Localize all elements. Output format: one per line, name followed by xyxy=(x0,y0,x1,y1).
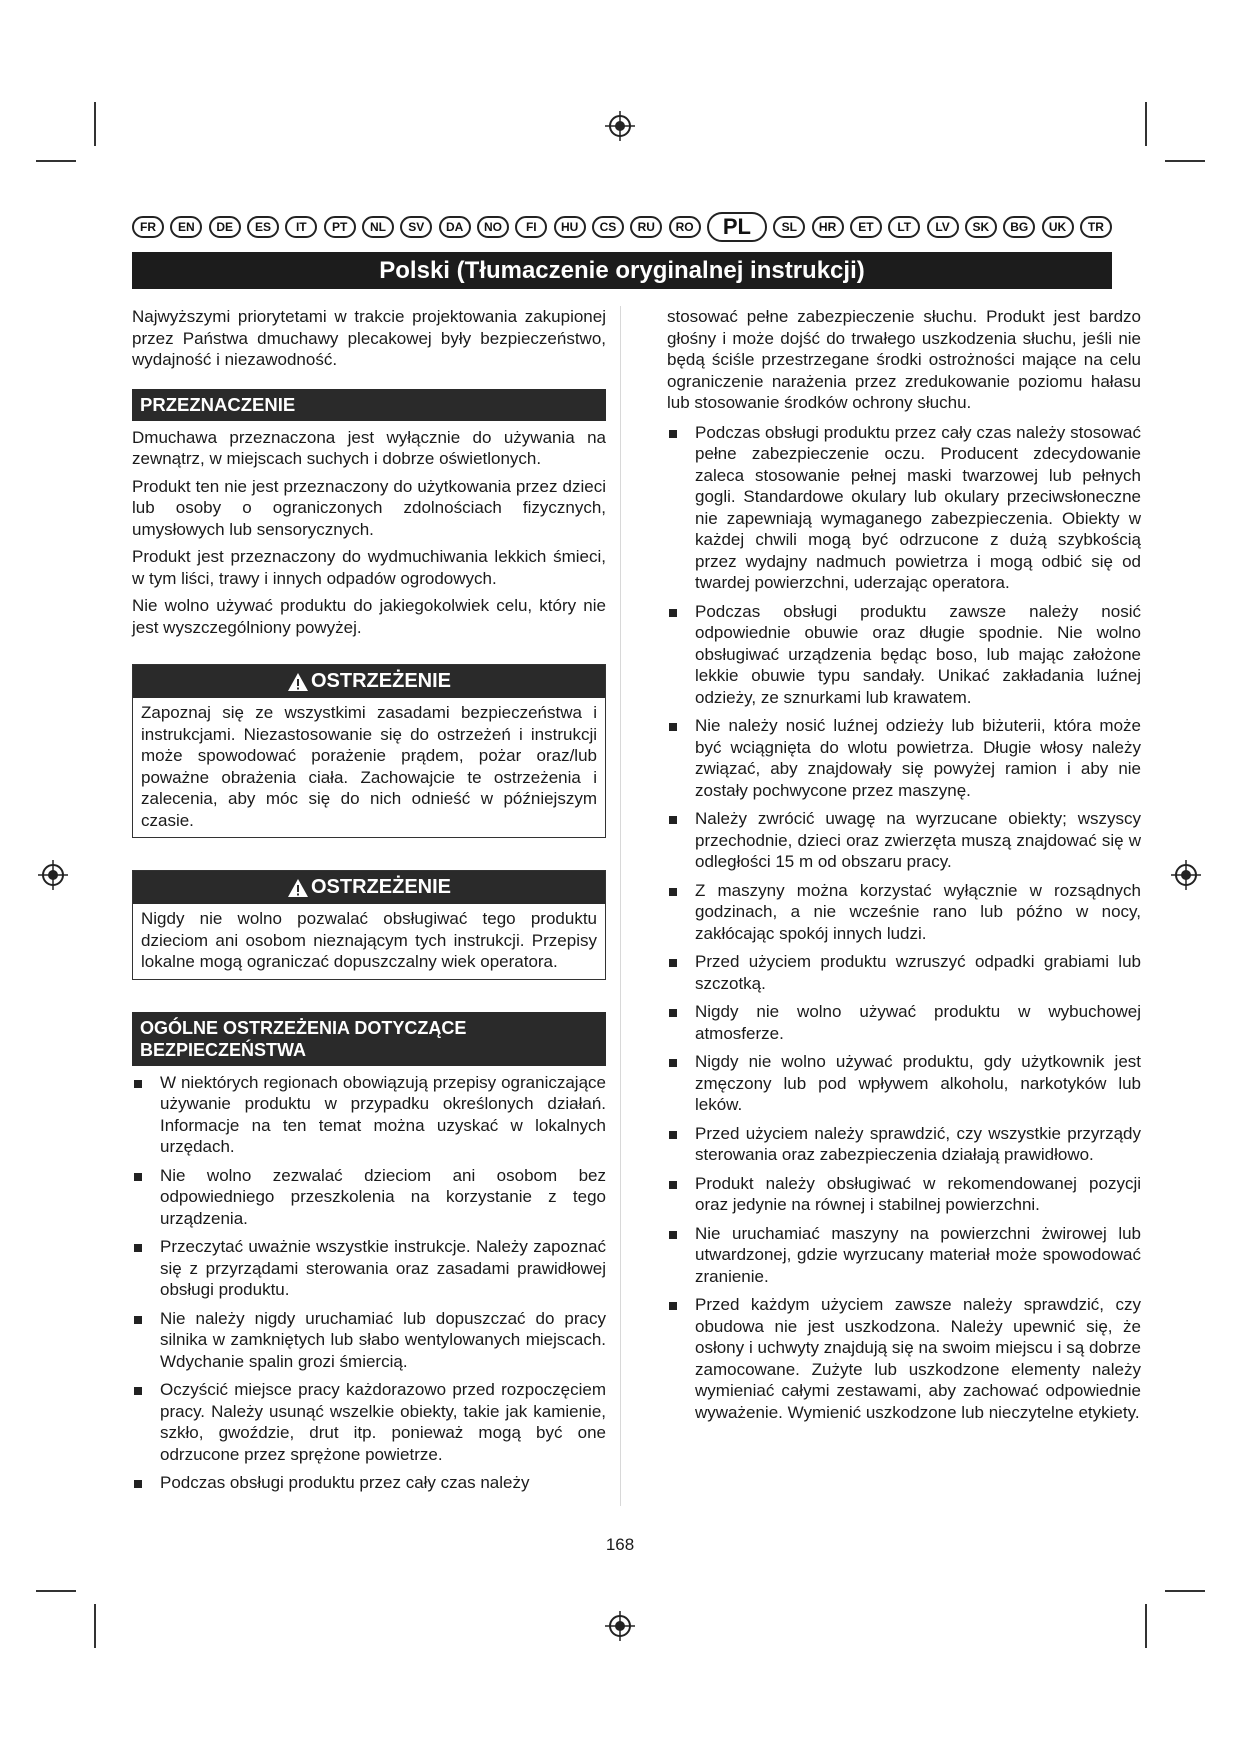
safety-list-item: Produkt należy obsługiwać w rekomendowanej pozycji oraz jedynie na równej i stabilnej powierzchni. xyxy=(667,1173,1141,1216)
safety-list-item: Należy zwrócić uwagę na wyrzucane obiekty; wszyscy przechodnie, dzieci oraz zwierzęta muszą znajdować się w odległości 15 m od obszaru pracy. xyxy=(667,808,1141,873)
safety-list-item: Nigdy nie wolno używać produktu, gdy użytkownik jest zmęczony lub pod wpływem alkoholu, narkotyków lub leków. xyxy=(667,1051,1141,1116)
language-badge-sv: SV xyxy=(400,216,432,238)
language-badge-sk: SK xyxy=(965,216,997,238)
language-badge-it: IT xyxy=(285,216,317,238)
language-badge-et: ET xyxy=(850,216,882,238)
crop-mark-bl-v xyxy=(94,1604,96,1648)
safety-list-item: Przed użyciem należy sprawdzić, czy wszystkie przyrządy sterowania oraz zabezpieczenia działają prawidłowo. xyxy=(667,1123,1141,1166)
section-heading-general-safety: OGÓLNE OSTRZEŻENIA DOTYCZĄCE BEZPIECZEŃSTWA xyxy=(132,1012,606,1066)
przeznaczenie-paragraph: Dmuchawa przeznaczona jest wyłącznie do używania na zewnątrz, w miejscach suchych i dobrze oświetlonych. xyxy=(132,427,606,468)
crop-mark-br-v xyxy=(1145,1604,1147,1648)
safety-list-item: Podczas obsługi produktu przez cały czas należy stosować pełne zabezpieczenie oczu. Producent zdecydowanie zaleca stosowanie pełnej maski twarzowej lub pełnych gogli. Standardowe okulary lub okulary przeciwsłoneczne nie zapewniają wymaganego zabezpieczenia. Obiekty w każdej chwili mogą być odrzucone z dużą szybkością przez wydajny nadmuch powietrza i mogą odbić się od twardej powierzchni, uderzając operatora. xyxy=(667,422,1141,594)
safety-list-item: Nigdy nie wolno używać produktu w wybuchowej atmosferze. xyxy=(667,1001,1141,1044)
language-badge-da: DA xyxy=(439,216,471,238)
language-badge-en: EN xyxy=(170,216,202,238)
safety-list-item: Nie należy nigdy uruchamiać lub dopuszczać do pracy silnika w zamkniętych lub słabo wentylowanych miejscach. Wdychanie spalin grozi śmiercią. xyxy=(132,1308,606,1373)
language-badge-pt: PT xyxy=(324,216,356,238)
warning-triangle-icon xyxy=(287,878,309,898)
warning-box-1 xyxy=(132,664,606,838)
language-badge-uk: UK xyxy=(1042,216,1074,238)
language-badge-sl: SL xyxy=(773,216,805,238)
language-badge-lv: LV xyxy=(927,216,959,238)
crop-mark-bl-h xyxy=(36,1590,76,1592)
safety-list-item: Podczas obsługi produktu zawsze należy nosić odpowiednie obuwie oraz długie spodnie. Nie wolno obsługiwać urządzenia będąc boso, lub mając założone lekkie obuwie typu sandały. Unikać zakładania luźnej odzieży, ze sznurkami lub krawatem. xyxy=(667,601,1141,709)
crop-mark-tr-v xyxy=(1145,102,1147,146)
safety-list-item: Przed użyciem produktu wzruszyć odpadki grabiami lub szczotką. xyxy=(667,951,1141,994)
language-badge-hr: HR xyxy=(812,216,844,238)
crop-mark-tr-h xyxy=(1165,160,1205,162)
registration-mark-left-icon xyxy=(38,860,68,890)
language-badge-nl: NL xyxy=(362,216,394,238)
language-badge-bg: BG xyxy=(1003,216,1035,238)
safety-list-item: Przeczytać uważnie wszystkie instrukcje. Należy zapoznać się z przyrządami sterowania oraz zasadami prawidłowej obsługi produktu. xyxy=(132,1236,606,1301)
safety-list-item: Nie należy nosić luźnej odzieży lub biżuterii, która może być wciągnięta do wlotu powietrza. Długie włosy należy związać, aby znajdowały się powyżej ramion i aby nie zostały pochwycone przez maszynę. xyxy=(667,715,1141,801)
safety-list-item: W niektórych regionach obowiązują przepisy ograniczające używanie produktu w przypadku określonych działań. Informacje na ten temat można uzyskać w lokalnych urzędach. xyxy=(132,1072,606,1158)
safety-list-item: Z maszyny można korzystać wyłącznie w rozsądnych godzinach, a nie wcześnie rano lub późno w nocy, zakłócając spokój innych ludzi. xyxy=(667,880,1141,945)
safety-list-item: Przed każdym użyciem zawsze należy sprawdzić, czy obudowa nie jest uszkodzona. Należy upewnić się, że osłony i uchwyty znajdują się na swoim miejscu i są dobrze zamocowane. Zużyte lub uszkodzone elementy należy wymieniać całymi zestawami, aby zachować odpowiednie wyważenie. Wymienić uszkodzone lub nieczytelne etykiety. xyxy=(667,1294,1141,1423)
language-badge-tr: TR xyxy=(1080,216,1112,238)
registration-mark-bottom-icon xyxy=(605,1611,635,1641)
language-badge-hu: HU xyxy=(554,216,586,238)
przeznaczenie-paragraph: Produkt jest przeznaczony do wydmuchiwania lekkich śmieci, w tym liści, trawy i innych odpadów ogrodowych. xyxy=(132,547,606,588)
przeznaczenie-paragraph: Nie wolno używać produktu do jakiegokolwiek celu, który nie jest wyszczególniony powyżej. xyxy=(132,596,606,637)
warning-heading: OSTRZEŻENIE xyxy=(133,665,605,698)
language-badge-de: DE xyxy=(209,216,241,238)
language-badge-fr: FR xyxy=(132,216,164,238)
registration-mark-right-icon xyxy=(1171,860,1201,890)
crop-mark-br-h xyxy=(1165,1590,1205,1592)
safety-list-item: Nie wolno zezwalać dzieciom ani osobom bez odpowiedniego przeszkolenia na korzystanie z tego urządzenia. xyxy=(132,1165,606,1230)
language-selector xyxy=(132,213,1112,241)
section-heading-przeznaczenie: PRZEZNACZENIE xyxy=(132,389,606,421)
registration-mark-top-icon xyxy=(605,111,635,141)
language-badge-fi: FI xyxy=(515,216,547,238)
intro-paragraph: Najwyższymi priorytetami w trakcie projektowania zakupionej przez Państwa dmuchawy plecakowej były bezpieczeństwo, wydajność i niezawodność. xyxy=(132,307,606,369)
language-badge-cs: CS xyxy=(592,216,624,238)
general-safety-list-right xyxy=(667,422,1141,1424)
warning-box-2 xyxy=(132,870,606,980)
warning-heading: OSTRZEŻENIE xyxy=(133,871,605,904)
language-badge-ru: RU xyxy=(630,216,662,238)
warning-text: Zapoznaj się ze wszystkimi zasadami bezpieczeństwa i instrukcjami. Niezastosowanie się do ostrzeżeń i instrukcji może spowodować porażenie prądem, pożar oraz/lub poważne obrażenia ciała. Zachowajcie te ostrzeżenia i zalecenia, aby móc się do nich odnieść w późniejszym czasie. xyxy=(141,703,597,830)
page-number: 168 xyxy=(605,1535,635,1554)
left-column xyxy=(132,306,606,1501)
przeznaczenie-paragraph: Produkt ten nie jest przeznaczony do użytkowania przez dzieci lub osoby o ograniczonych zdolnościach fizycznych, umysłowych lub sensorycznych. xyxy=(132,476,606,539)
continued-paragraph: stosować pełne zabezpieczenie słuchu. Produkt jest bardzo głośny i może dojść do trwałego uszkodzenia słuchu, jeśli nie będą ściśle przestrzegane środki ostrożności mające na celu ograniczenie narażenia przez zredukowanie poziomu hałasu lub stosowanie środków ochrony słuchu. xyxy=(667,307,1141,412)
language-badge-no: NO xyxy=(477,216,509,238)
safety-list-item: Oczyścić miejsce pracy każdorazowo przed rozpoczęciem pracy. Należy usunąć wszelkie obiekty, takie jak kamienie, szkło, gwoździe, drut itp. ponieważ mogą być one odrzucone przez sprężone powietrze. xyxy=(132,1379,606,1465)
safety-list-item: Podczas obsługi produktu przez cały czas należy xyxy=(132,1472,606,1494)
column-divider xyxy=(620,306,621,1506)
crop-mark-tl-v xyxy=(94,102,96,146)
language-badge-pl: PL xyxy=(707,212,767,242)
warning-text: Nigdy nie wolno pozwalać obsługiwać tego produktu dzieciom ani osobom nieznającym tych instrukcji. Przepisy lokalne mogą ograniczać dopuszczalny wiek operatora. xyxy=(141,909,597,971)
language-badge-es: ES xyxy=(247,216,279,238)
right-column xyxy=(667,306,1141,1430)
safety-list-item: Nie uruchamiać maszyny na powierzchni żwirowej lub utwardzonej, gdzie wyrzucany materiał może spowodować zranienie. xyxy=(667,1223,1141,1288)
crop-mark-tl-h xyxy=(36,160,76,162)
warning-triangle-icon xyxy=(287,672,309,692)
general-safety-list-left xyxy=(132,1072,606,1494)
language-badge-lt: LT xyxy=(888,216,920,238)
page-title: Polski (Tłumaczenie oryginalnej instrukcji) xyxy=(132,252,1112,289)
language-badge-ro: RO xyxy=(669,216,701,238)
